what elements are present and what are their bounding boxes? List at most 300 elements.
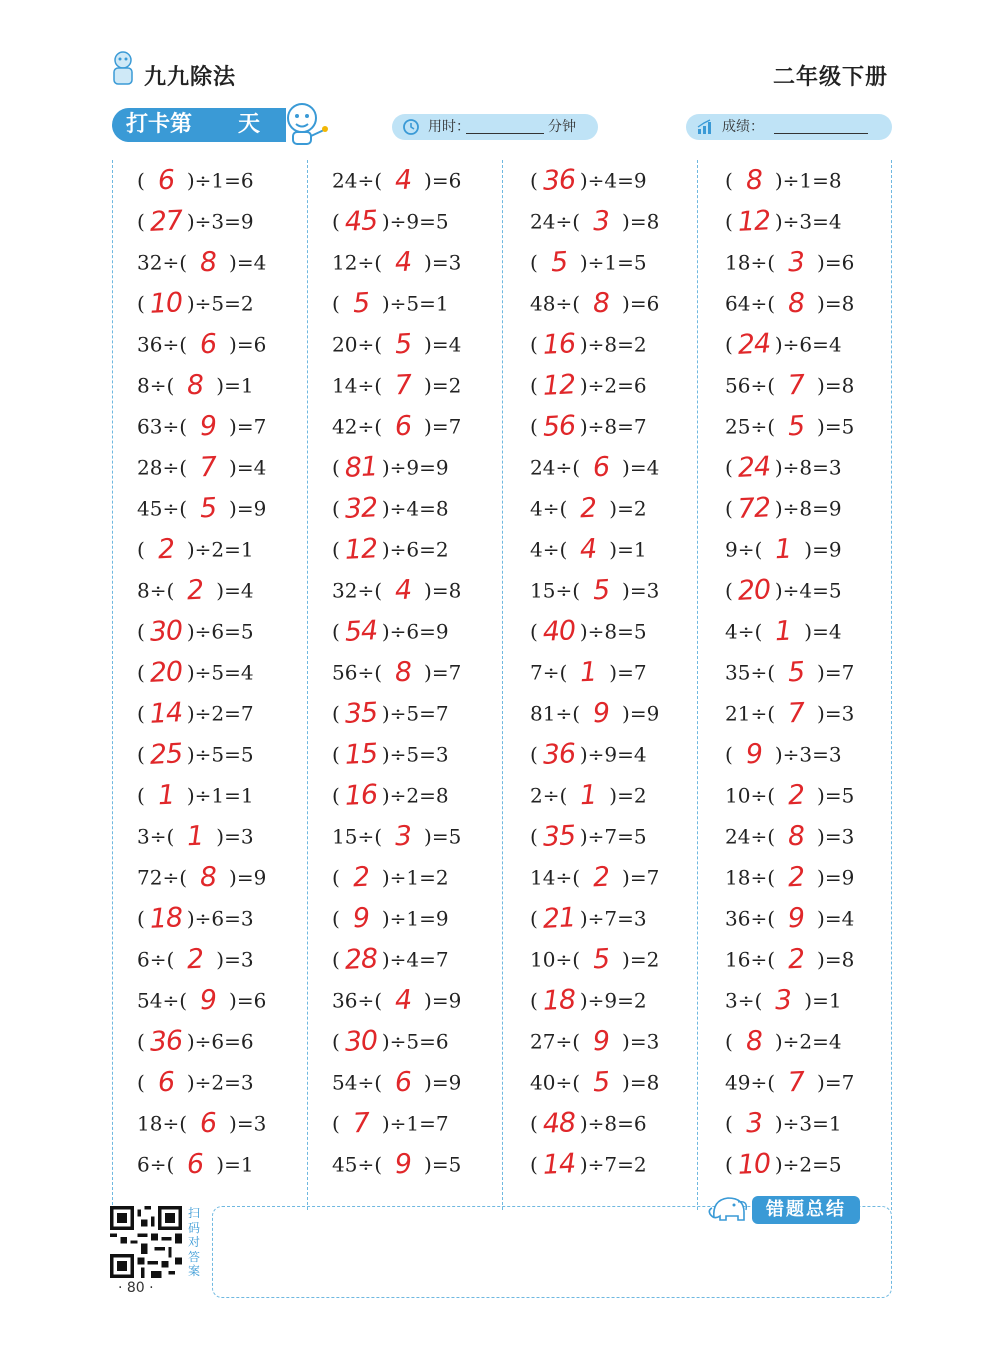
problem-prefix: 35÷(: [725, 660, 776, 685]
handwritten-answer[interactable]: 2: [186, 943, 205, 975]
problem-suffix: )=3: [622, 578, 660, 603]
problem-prefix: 42÷(: [332, 414, 383, 439]
division-problem: [332, 1145, 522, 1186]
problem-prefix: 36÷(: [332, 988, 383, 1013]
handwritten-answer[interactable]: 20: [148, 655, 183, 689]
day-label-post: 天: [238, 112, 261, 137]
problem-suffix: )÷8=2: [579, 332, 647, 357]
problem-prefix: 18÷(: [137, 1111, 188, 1136]
handwritten-answer[interactable]: 20: [736, 573, 771, 607]
problem-prefix: 4÷(: [530, 537, 568, 562]
division-problem: [530, 776, 720, 817]
handwritten-answer[interactable]: 6: [394, 410, 412, 442]
division-problem: [137, 571, 327, 612]
handwritten-answer[interactable]: 2: [787, 779, 805, 811]
mascot-logo-icon: [108, 50, 138, 90]
problem-suffix: )÷8=9: [774, 496, 842, 521]
problem-prefix: 81÷(: [530, 701, 581, 726]
problem-prefix: (: [137, 783, 145, 808]
problem-prefix: 12÷(: [332, 250, 383, 275]
problem-suffix: )=4: [216, 578, 254, 603]
division-problem: [332, 776, 522, 817]
handwritten-answer[interactable]: 35: [343, 696, 378, 730]
division-problem: [530, 243, 720, 284]
division-problem: [137, 981, 327, 1022]
division-problem: [725, 694, 915, 735]
handwritten-answer[interactable]: 6: [186, 1148, 205, 1180]
handwritten-answer[interactable]: 9: [592, 1025, 610, 1057]
problem-suffix: )=8: [817, 373, 855, 398]
problem-prefix: 45÷(: [332, 1152, 383, 1177]
problem-prefix: (: [137, 660, 145, 685]
problem-prefix: (: [530, 1152, 538, 1177]
handwritten-answer[interactable]: 2: [156, 533, 175, 565]
division-problem: [725, 161, 915, 202]
handwritten-answer[interactable]: 5: [592, 1066, 610, 1098]
problem-prefix: 32÷(: [137, 250, 188, 275]
handwritten-answer[interactable]: 6: [592, 451, 610, 483]
handwritten-answer[interactable]: 30: [148, 614, 183, 648]
handwritten-answer[interactable]: 8: [744, 164, 763, 196]
problem-prefix: 56÷(: [332, 660, 383, 685]
problem-prefix: 18÷(: [725, 250, 776, 275]
handwritten-answer[interactable]: 36: [541, 737, 576, 771]
handwritten-answer[interactable]: 56: [541, 409, 576, 443]
division-problem: [332, 448, 522, 489]
problem-suffix: )=9: [804, 537, 842, 562]
division-problem: [725, 489, 915, 530]
problem-suffix: )÷9=9: [381, 455, 449, 480]
division-problem: [332, 161, 522, 202]
problem-suffix: )÷1=8: [774, 168, 842, 193]
handwritten-answer[interactable]: 5: [549, 246, 568, 278]
problem-suffix: )÷5=7: [381, 701, 449, 726]
handwritten-answer[interactable]: 8: [199, 861, 217, 893]
handwritten-answer[interactable]: 2: [787, 861, 805, 893]
problem-suffix: )=8: [817, 947, 855, 972]
problem-prefix: 20÷(: [332, 332, 383, 357]
handwritten-answer[interactable]: 16: [541, 327, 576, 361]
handwritten-answer[interactable]: 7: [787, 369, 805, 401]
handwritten-answer[interactable]: 7: [199, 451, 217, 483]
problem-suffix: )÷3=4: [774, 209, 842, 234]
division-problem: [725, 940, 915, 981]
division-problem: [725, 1063, 915, 1104]
division-problem: [530, 489, 720, 530]
problem-suffix: )÷4=8: [381, 496, 449, 521]
time-blank[interactable]: [466, 120, 544, 134]
problem-suffix: )=8: [622, 209, 660, 234]
handwritten-answer[interactable]: 1: [774, 615, 793, 647]
problem-prefix: 24÷(: [530, 209, 581, 234]
handwritten-answer[interactable]: 40: [541, 614, 576, 648]
handwritten-answer[interactable]: 81: [343, 450, 378, 484]
problem-suffix: )÷7=3: [579, 906, 647, 931]
problem-suffix: )=7: [817, 660, 855, 685]
problem-suffix: )÷2=1: [186, 537, 254, 562]
problem-suffix: )=3: [229, 1111, 267, 1136]
score-blank[interactable]: [774, 120, 868, 134]
problem-suffix: )÷5=1: [381, 291, 449, 316]
handwritten-answer[interactable]: 35: [541, 819, 576, 853]
handwritten-answer[interactable]: 18: [541, 983, 576, 1017]
problem-prefix: (: [332, 537, 340, 562]
problem-prefix: 9÷(: [725, 537, 763, 562]
problem-prefix: (: [725, 332, 733, 357]
handwritten-answer[interactable]: 7: [351, 1107, 370, 1139]
division-problem: [725, 817, 915, 858]
problem-suffix: )÷1=9: [381, 906, 449, 931]
problem-suffix: )÷8=7: [579, 414, 647, 439]
problem-suffix: )=7: [622, 865, 660, 890]
problem-prefix: (: [137, 906, 145, 931]
problem-suffix: )=1: [609, 537, 647, 562]
division-problem: [332, 325, 522, 366]
division-problem: [530, 571, 720, 612]
handwritten-answer[interactable]: 25: [148, 737, 183, 771]
handwritten-answer[interactable]: 8: [744, 1025, 763, 1057]
problem-suffix: )=3: [817, 701, 855, 726]
problem-suffix: )÷9=4: [579, 742, 647, 767]
handwritten-answer[interactable]: 9: [351, 902, 370, 934]
handwritten-answer[interactable]: 1: [579, 656, 598, 688]
division-problem: [137, 202, 327, 243]
handwritten-answer[interactable]: 8: [199, 246, 217, 278]
division-problem: [137, 817, 327, 858]
problem-prefix: (: [137, 1029, 145, 1054]
problem-prefix: (: [725, 578, 733, 603]
problem-prefix: (: [332, 619, 340, 644]
problem-suffix: )=8: [622, 1070, 660, 1095]
division-problem: [332, 899, 522, 940]
handwritten-answer[interactable]: 8: [592, 287, 610, 319]
handwritten-answer[interactable]: 5: [394, 328, 412, 360]
division-problem: [725, 407, 915, 448]
problem-suffix: )=8: [424, 578, 462, 603]
problem-suffix: )÷5=2: [186, 291, 254, 316]
handwritten-answer[interactable]: 8: [787, 287, 805, 319]
grade-label: 二年级下册: [772, 65, 888, 90]
problem-suffix: )=2: [424, 373, 462, 398]
division-problem: [725, 243, 915, 284]
handwritten-answer[interactable]: 24: [736, 327, 771, 361]
problem-prefix: (: [530, 1111, 538, 1136]
problem-suffix: )=9: [817, 865, 855, 890]
division-problem: [332, 940, 522, 981]
handwritten-answer[interactable]: 2: [787, 943, 805, 975]
problem-prefix: 24÷(: [332, 168, 383, 193]
problem-prefix: (: [530, 619, 538, 644]
mistakes-summary-label: 错题总结: [752, 1196, 860, 1224]
handwritten-answer[interactable]: 27: [148, 204, 183, 238]
problem-prefix: (: [725, 1111, 733, 1136]
problem-prefix: (: [137, 619, 145, 644]
problem-suffix: )=6: [817, 250, 855, 275]
problem-prefix: (: [725, 742, 733, 767]
division-problem: [530, 858, 720, 899]
division-problem: [137, 735, 327, 776]
handwritten-answer[interactable]: 1: [774, 533, 793, 565]
handwritten-answer[interactable]: 3: [394, 820, 412, 852]
handwritten-answer[interactable]: 45: [343, 204, 378, 238]
handwritten-answer[interactable]: 5: [787, 410, 805, 442]
handwritten-answer[interactable]: 8: [394, 656, 412, 688]
problem-prefix: 32÷(: [332, 578, 383, 603]
division-problem: [137, 694, 327, 735]
division-problem: [530, 899, 720, 940]
problem-prefix: (: [530, 250, 538, 275]
division-problem: [137, 940, 327, 981]
handwritten-answer[interactable]: 2: [186, 574, 205, 606]
problem-suffix: )=9: [424, 1070, 462, 1095]
division-problem: [725, 776, 915, 817]
handwritten-answer[interactable]: 8: [186, 369, 205, 401]
problem-suffix: )=2: [609, 783, 647, 808]
division-problem: [725, 1104, 915, 1145]
problem-column-3: [530, 161, 720, 1186]
problem-prefix: 54÷(: [137, 988, 188, 1013]
division-problem: [137, 1145, 327, 1186]
problem-suffix: )÷2=5: [774, 1152, 842, 1177]
handwritten-answer[interactable]: 4: [394, 984, 412, 1016]
handwritten-answer[interactable]: 4: [579, 533, 598, 565]
problem-suffix: )÷7=2: [579, 1152, 647, 1177]
division-problem: [530, 530, 720, 571]
division-problem: [137, 243, 327, 284]
score-label: 成绩：: [722, 119, 764, 135]
problem-prefix: 8÷(: [137, 373, 175, 398]
handwritten-answer[interactable]: 36: [148, 1024, 183, 1058]
problem-prefix: 63÷(: [137, 414, 188, 439]
problem-prefix: 6÷(: [137, 947, 175, 972]
problem-prefix: 10÷(: [725, 783, 776, 808]
handwritten-answer[interactable]: 4: [394, 574, 412, 606]
handwritten-answer[interactable]: 6: [156, 164, 175, 196]
division-problem: [530, 325, 720, 366]
problem-suffix: )÷5=6: [381, 1029, 449, 1054]
division-problem: [530, 653, 720, 694]
handwritten-answer[interactable]: 9: [199, 410, 217, 442]
problem-suffix: )=9: [229, 496, 267, 521]
handwritten-answer[interactable]: 1: [156, 779, 175, 811]
handwritten-answer[interactable]: 14: [541, 1147, 576, 1181]
problem-suffix: )÷2=7: [186, 701, 254, 726]
handwritten-answer[interactable]: 1: [186, 820, 205, 852]
division-problem: [725, 899, 915, 940]
handwritten-answer[interactable]: 7: [787, 697, 805, 729]
problem-suffix: )÷5=4: [186, 660, 254, 685]
page-title: 九九除法: [144, 65, 237, 90]
handwritten-answer[interactable]: 30: [343, 1024, 378, 1058]
problem-prefix: 10÷(: [530, 947, 581, 972]
problem-suffix: )÷8=3: [774, 455, 842, 480]
division-problem: [332, 858, 522, 899]
handwritten-answer[interactable]: 12: [541, 368, 576, 402]
handwritten-answer[interactable]: 9: [744, 738, 763, 770]
problem-suffix: )÷2=6: [579, 373, 647, 398]
problem-column-2: [332, 161, 522, 1186]
problem-suffix: )=9: [622, 701, 660, 726]
division-problem: [137, 530, 327, 571]
problem-suffix: )÷6=3: [186, 906, 254, 931]
division-problem: [530, 940, 720, 981]
problem-column-1: [137, 161, 327, 1186]
handwritten-answer[interactable]: 14: [148, 696, 183, 730]
handwritten-answer[interactable]: 28: [343, 942, 378, 976]
problem-column-4: [725, 161, 915, 1186]
problem-prefix: (: [137, 1070, 145, 1095]
handwritten-answer[interactable]: 5: [351, 287, 370, 319]
problem-suffix: )÷2=3: [186, 1070, 254, 1095]
handwritten-answer[interactable]: 6: [156, 1066, 175, 1098]
problem-suffix: )=3: [817, 824, 855, 849]
handwritten-answer[interactable]: 10: [736, 1147, 771, 1181]
handwritten-answer[interactable]: 54: [343, 614, 378, 648]
problem-suffix: )÷6=2: [381, 537, 449, 562]
handwritten-answer[interactable]: 5: [592, 943, 610, 975]
division-problem: [332, 653, 522, 694]
handwritten-answer[interactable]: 5: [199, 492, 217, 524]
qr-code[interactable]: [110, 1206, 182, 1278]
problem-prefix: (: [332, 1029, 340, 1054]
problem-suffix: )=7: [424, 414, 462, 439]
handwritten-answer[interactable]: 2: [592, 861, 610, 893]
handwritten-answer[interactable]: 16: [343, 778, 378, 812]
division-problem: [530, 1063, 720, 1104]
handwritten-answer[interactable]: 2: [579, 492, 598, 524]
handwritten-answer[interactable]: 5: [592, 574, 610, 606]
handwritten-answer[interactable]: 6: [199, 328, 217, 360]
division-problem: [137, 489, 327, 530]
problem-suffix: )÷2=4: [774, 1029, 842, 1054]
problem-prefix: (: [332, 783, 340, 808]
division-problem: [332, 612, 522, 653]
problem-suffix: )÷3=9: [186, 209, 254, 234]
division-problem: [332, 735, 522, 776]
handwritten-answer[interactable]: 3: [592, 205, 610, 237]
handwritten-answer[interactable]: 5: [787, 656, 805, 688]
division-problem: [725, 735, 915, 776]
handwritten-answer[interactable]: 9: [199, 984, 217, 1016]
handwritten-answer[interactable]: 6: [394, 1066, 412, 1098]
problem-suffix: )=3: [622, 1029, 660, 1054]
handwritten-answer[interactable]: 6: [199, 1107, 217, 1139]
handwritten-answer[interactable]: 72: [736, 491, 771, 525]
handwritten-answer[interactable]: 3: [774, 984, 793, 1016]
division-problem: [530, 1104, 720, 1145]
problem-suffix: )÷9=2: [579, 988, 647, 1013]
problem-suffix: )=2: [622, 947, 660, 972]
problem-prefix: 28÷(: [137, 455, 188, 480]
handwritten-answer[interactable]: 3: [787, 246, 805, 278]
problem-prefix: (: [332, 947, 340, 972]
division-problem: [530, 161, 720, 202]
problem-suffix: )=5: [817, 783, 855, 808]
division-problem: [530, 817, 720, 858]
problem-suffix: )=5: [817, 414, 855, 439]
division-problem: [725, 571, 915, 612]
problem-suffix: )=7: [424, 660, 462, 685]
problem-suffix: )÷6=9: [381, 619, 449, 644]
problem-suffix: )=5: [424, 1152, 462, 1177]
problem-suffix: )=7: [817, 1070, 855, 1095]
division-problem: [725, 448, 915, 489]
time-unit: 分钟: [548, 119, 576, 135]
problem-prefix: (: [137, 168, 145, 193]
problem-suffix: )=1: [216, 1152, 254, 1177]
handwritten-answer[interactable]: 15: [343, 737, 378, 771]
division-problem: [725, 202, 915, 243]
problem-prefix: 27÷(: [530, 1029, 581, 1054]
problem-prefix: 36÷(: [137, 332, 188, 357]
handwritten-answer[interactable]: 18: [148, 901, 183, 935]
handwritten-answer[interactable]: 24: [736, 450, 771, 484]
problem-prefix: (: [332, 455, 340, 480]
problem-prefix: 36÷(: [725, 906, 776, 931]
division-problem: [137, 284, 327, 325]
handwritten-answer[interactable]: 36: [541, 163, 576, 197]
handwritten-answer[interactable]: 9: [592, 697, 610, 729]
problem-suffix: )÷6=4: [774, 332, 842, 357]
division-problem: [137, 448, 327, 489]
problem-suffix: )=6: [424, 168, 462, 193]
problem-suffix: )÷4=7: [381, 947, 449, 972]
problem-suffix: )=2: [609, 496, 647, 521]
handwritten-answer[interactable]: 4: [394, 164, 412, 196]
handwritten-answer[interactable]: 32: [343, 491, 378, 525]
problem-prefix: (: [332, 701, 340, 726]
handwritten-answer[interactable]: 10: [148, 286, 183, 320]
division-problem: [530, 407, 720, 448]
problem-suffix: )=4: [229, 250, 267, 275]
handwritten-answer[interactable]: 12: [736, 204, 771, 238]
handwritten-answer[interactable]: 1: [579, 779, 598, 811]
handwritten-answer[interactable]: 21: [541, 901, 576, 935]
problem-prefix: (: [137, 701, 145, 726]
handwritten-answer[interactable]: 2: [351, 861, 370, 893]
division-problem: [137, 407, 327, 448]
handwritten-answer[interactable]: 48: [541, 1106, 576, 1140]
problem-prefix: 49÷(: [725, 1070, 776, 1095]
handwritten-answer[interactable]: 3: [744, 1107, 763, 1139]
division-problem: [332, 694, 522, 735]
problem-prefix: (: [530, 414, 538, 439]
problem-prefix: 40÷(: [530, 1070, 581, 1095]
problem-suffix: )÷4=5: [774, 578, 842, 603]
division-problem: [530, 612, 720, 653]
handwritten-answer[interactable]: 9: [394, 1148, 412, 1180]
division-problem: [332, 1022, 522, 1063]
division-problem: [332, 407, 522, 448]
problem-suffix: )=6: [229, 988, 267, 1013]
handwritten-answer[interactable]: 12: [343, 532, 378, 566]
problem-suffix: )÷1=7: [381, 1111, 449, 1136]
problem-prefix: (: [332, 291, 340, 316]
problem-suffix: )=7: [229, 414, 267, 439]
problem-prefix: (: [137, 537, 145, 562]
handwritten-answer[interactable]: 9: [787, 902, 805, 934]
division-problem: [530, 694, 720, 735]
handwritten-answer[interactable]: 7: [394, 369, 412, 401]
problem-prefix: (: [725, 455, 733, 480]
handwritten-answer[interactable]: 4: [394, 246, 412, 278]
handwritten-answer[interactable]: 8: [787, 820, 805, 852]
page-number: · 80 ·: [118, 1280, 154, 1296]
division-problem: [332, 981, 522, 1022]
division-problem: [530, 202, 720, 243]
handwritten-answer[interactable]: 7: [787, 1066, 805, 1098]
division-problem: [332, 571, 522, 612]
